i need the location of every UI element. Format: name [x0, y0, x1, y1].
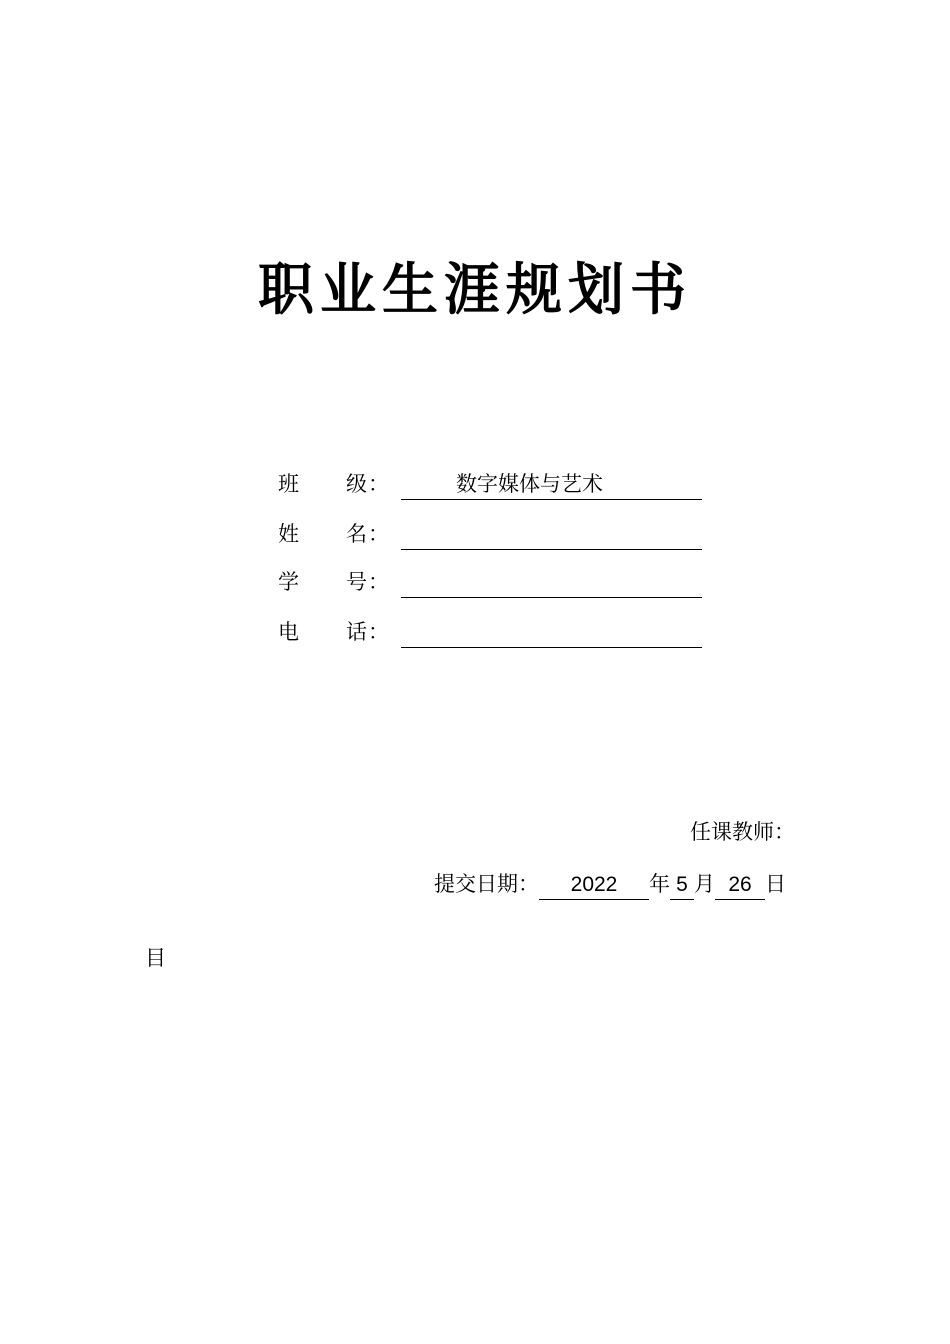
- field-label-char-2: 级: [346, 472, 367, 496]
- field-student-id: [278, 566, 708, 598]
- field-label-char-2: 话: [346, 620, 367, 644]
- toc-heading-fragment: 目: [145, 946, 166, 970]
- field-label-char-2: 号: [346, 570, 367, 594]
- submit-month: 5: [670, 871, 694, 900]
- submit-year: 2022: [539, 871, 649, 900]
- field-name: [278, 518, 708, 550]
- teacher-label: 任课教师：: [690, 820, 795, 844]
- submission-date: [434, 868, 786, 900]
- phone-underline: [401, 616, 702, 648]
- class-underline: [401, 468, 702, 500]
- field-label-char-1: 姓: [278, 522, 299, 546]
- field-colon: ：: [368, 570, 389, 594]
- field-phone: [278, 616, 708, 648]
- submit-day: 26: [715, 871, 765, 900]
- field-label-char-1: 学: [278, 570, 299, 594]
- field-colon: ：: [368, 472, 389, 496]
- day-unit: 日: [765, 872, 786, 896]
- field-label-char-2: 名: [346, 522, 367, 546]
- field-label-char-1: 电: [278, 620, 299, 644]
- field-class: [278, 468, 708, 500]
- class-value: 数字媒体与艺术: [456, 472, 603, 496]
- student-id-underline: [401, 566, 702, 598]
- field-colon: ：: [368, 620, 389, 644]
- year-unit: 年: [649, 872, 670, 896]
- name-underline: [401, 518, 702, 550]
- field-colon: ：: [368, 522, 389, 546]
- document-title: 职业生涯规划书: [258, 257, 692, 323]
- submit-date-label: 提交日期：: [434, 872, 539, 896]
- month-unit: 月: [694, 872, 715, 896]
- field-label-char-1: 班: [278, 472, 299, 496]
